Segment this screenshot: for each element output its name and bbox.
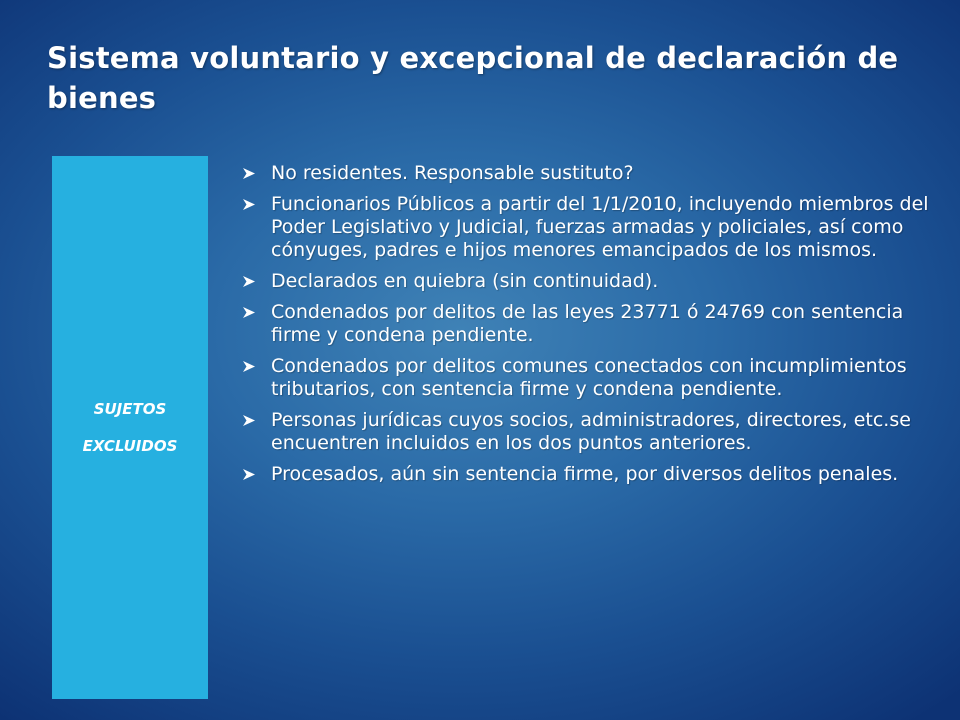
- bullet-text: No residentes. Responsable sustituto?: [271, 162, 634, 184]
- arrowhead-bullet-icon: [242, 360, 256, 373]
- bullet-text: Procesados, aún sin sentencia firme, por diversos delitos penales.: [271, 463, 899, 485]
- bullet-item: [242, 463, 947, 486]
- bullet-text: Funcionarios Públicos a partir del 1/1/2010, incluyendo miembros del Poder Legislativo y Judicial, fuerzas armadas y policiales, así como cónyuges, padres e hijos menores emancipados de los mismos.: [271, 193, 929, 261]
- bullet-text: Condenados por delitos comunes conectados con incumplimientos tributarios, con sentencia firme y condena pendiente.: [271, 355, 907, 400]
- bullet-item: [242, 162, 947, 185]
- arrowhead-bullet-icon: [242, 468, 256, 481]
- bullet-item: [242, 355, 947, 401]
- side-box-line-2: EXCLUIDOS: [82, 436, 178, 455]
- arrowhead-bullet-icon: [242, 306, 256, 319]
- bullet-text: Declarados en quiebra (sin continuidad).: [271, 270, 659, 292]
- bullet-item: [242, 193, 947, 262]
- bullet-item: [242, 270, 947, 293]
- arrowhead-bullet-icon: [242, 414, 256, 427]
- bullet-text: Condenados por delitos de las leyes 23771 ó 24769 con sentencia firme y condena pendiente.: [271, 301, 904, 346]
- bullet-item: [242, 409, 947, 455]
- subjects-excluded-box: [52, 156, 208, 699]
- bullet-text: Personas jurídicas cuyos socios, administradores, directores, etc.se encuentren incluidos en los dos puntos anteriores.: [271, 409, 911, 454]
- bullet-item: [242, 301, 947, 347]
- slide-title: Sistema voluntario y excepcional de declaración de bienes: [47, 41, 899, 115]
- side-box-line-1: SUJETOS: [93, 399, 167, 418]
- arrowhead-bullet-icon: [242, 198, 256, 211]
- arrowhead-bullet-icon: [242, 275, 256, 288]
- bullet-list: [242, 162, 947, 494]
- arrowhead-bullet-icon: [242, 167, 256, 180]
